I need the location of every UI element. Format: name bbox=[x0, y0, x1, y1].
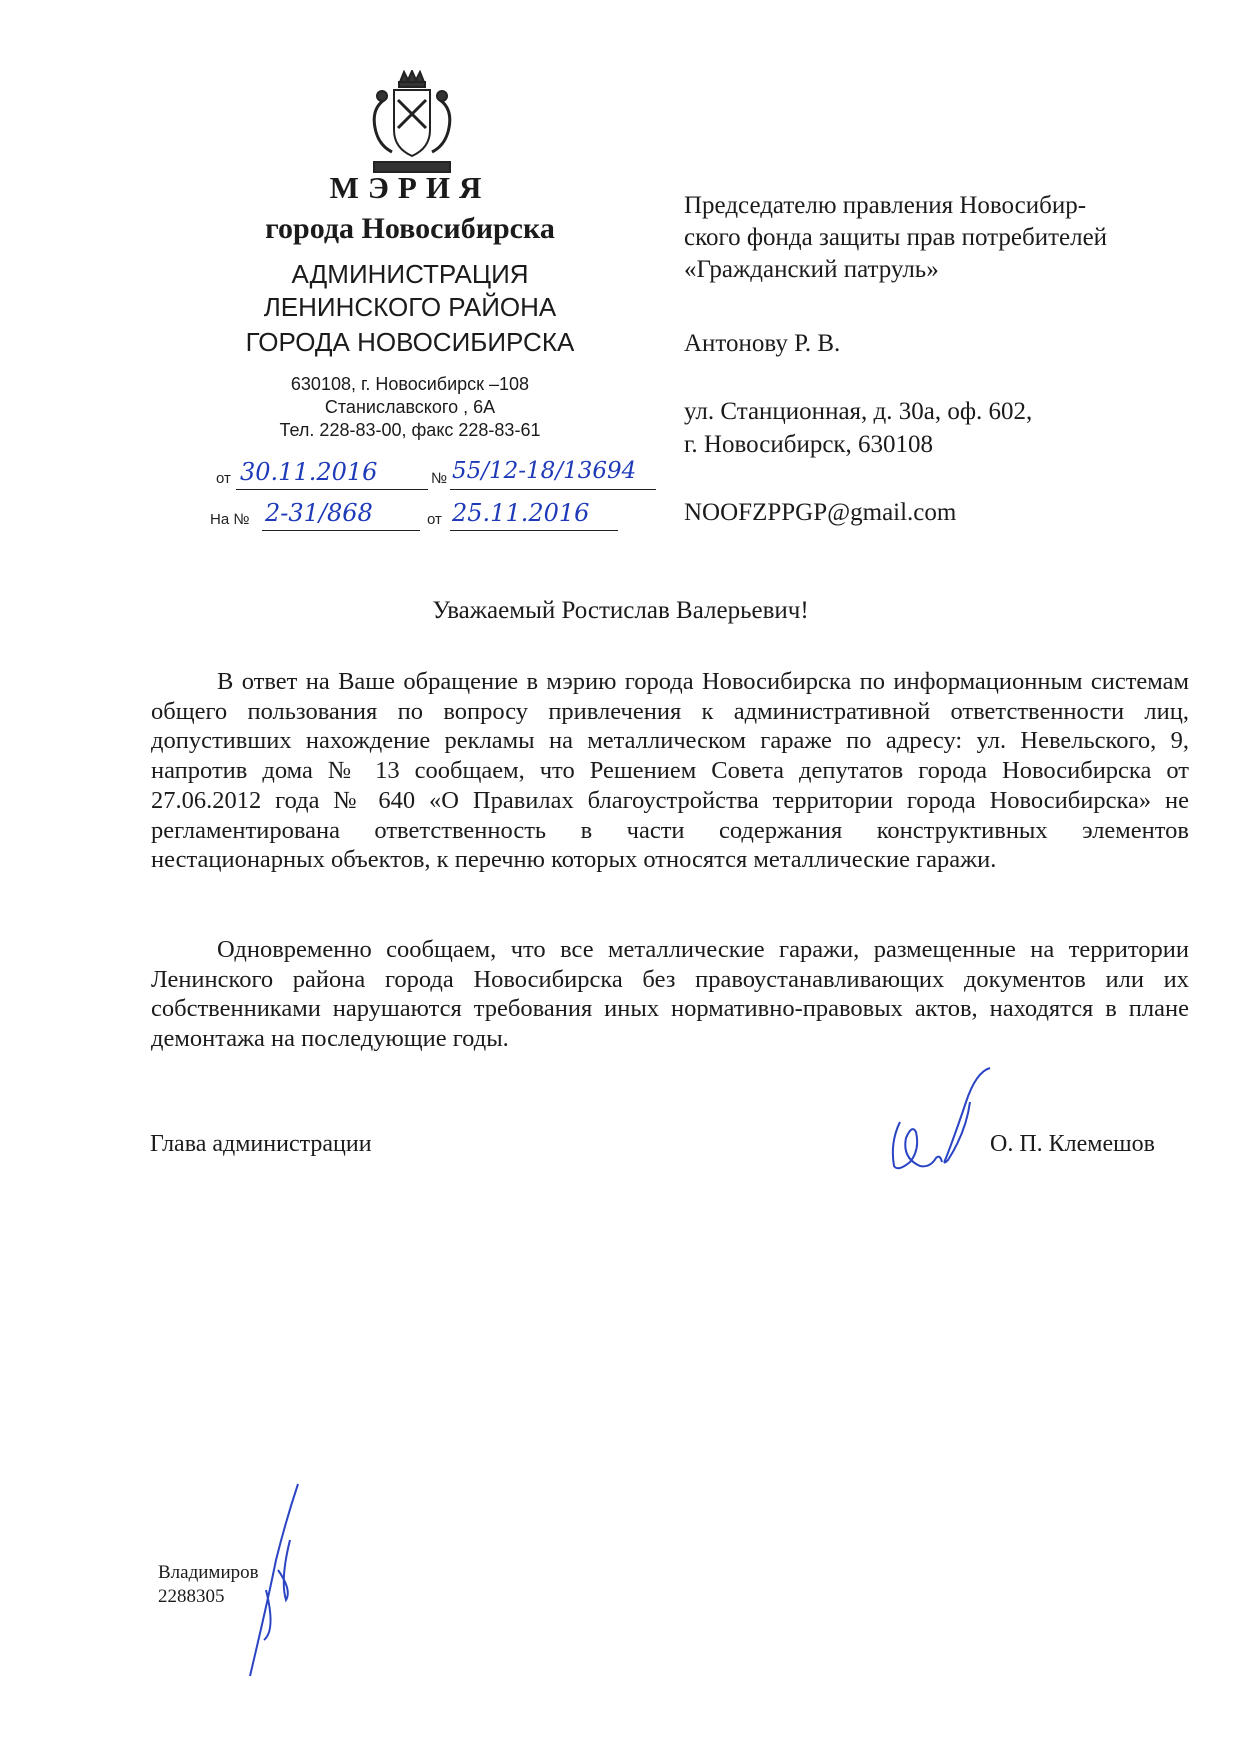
body-paragraph-2: Одновременно сообщаем, что все металлические гаражи, размещенные на территории Ленинского района города Новосибирска без правоустанавливающих документов или их собственниками нарушаются требования иных нормативно-правовых актов, находятся в плане демонтажа на последующие годы. bbox=[151, 936, 1189, 1053]
addressee-email: NOOFZPPGP@gmail.com bbox=[684, 499, 957, 526]
letterhead-admin-line1: АДМИНИСТРАЦИЯ bbox=[291, 259, 529, 289]
body-paragraph-1: В ответ на Ваше обращение в мэрию города Новосибирска по информационным системам общего пользования по вопросу привлечения к административной ответственности лиц, допустивших нахождение рекламы на металлическом гараже по адресу: ул. Невельского, 9, напротив дома № 13 сообщаем, что Решением Совета депутатов города Новосибирска от 27.06.2012 года № 640 «О Правилах благоустройства территории города Новосибирска» не регламентирована ответственность в части содержания конструктивных элементов нестационарных объектов, к перечню которых относятся металлические гаражи. bbox=[151, 668, 1189, 874]
reg-date: 30.11.2016 bbox=[240, 458, 378, 486]
reg-reply-number: 2-31/868 bbox=[265, 499, 373, 527]
salutation: Уважаемый Ростислав Валерьевич! bbox=[432, 597, 809, 624]
reg-reply-date: 25.11.2016 bbox=[452, 499, 590, 527]
reg-reply-from-label: от bbox=[427, 511, 442, 528]
reg-reply-label: На № bbox=[210, 511, 250, 528]
reg-number: 55/12-18/13694 bbox=[452, 458, 637, 484]
executor-initials-mark bbox=[220, 1480, 310, 1680]
letterhead-admin-line3: ГОРОДА НОВОСИБИРСКА bbox=[245, 327, 575, 357]
letterhead-admin-line2: ЛЕНИНСКОГО РАЙОНА bbox=[263, 292, 557, 322]
addressee-city: г. Новосибирск, 630108 bbox=[684, 431, 934, 458]
letterhead-address-line1: 630108, г. Новосибирск –108 bbox=[290, 374, 530, 394]
letterhead-address-line2: Станиславского , 6А bbox=[324, 397, 496, 417]
executor-phone: 2288305 bbox=[158, 1586, 225, 1607]
letterhead-phone: Тел. 228-83-00, факс 228-83-61 bbox=[279, 420, 541, 440]
addressee-line1: Председателю правления Новосибир- bbox=[684, 192, 1087, 219]
reg-from-label: от bbox=[216, 470, 231, 487]
letterhead-org-line1: МЭРИЯ bbox=[329, 170, 491, 205]
addressee-line3: «Гражданский патруль» bbox=[684, 256, 939, 283]
signature-position: Глава администрации bbox=[150, 1131, 372, 1157]
handwritten-signature bbox=[880, 1062, 1000, 1180]
addressee-name: Антонову Р. В. bbox=[684, 330, 841, 357]
addressee-street: ул. Станционная, д. 30а, оф. 602, bbox=[684, 398, 1033, 425]
reg-number-label: № bbox=[431, 470, 448, 487]
executor-name: Владимиров bbox=[158, 1562, 259, 1583]
coat-of-arms-emblem bbox=[364, 70, 460, 178]
addressee-line2: ского фонда защиты прав потребителей bbox=[684, 224, 1108, 251]
letterhead-org-line2: города Новосибирска bbox=[265, 212, 555, 245]
signature-name: О. П. Клемешов bbox=[990, 1131, 1155, 1157]
